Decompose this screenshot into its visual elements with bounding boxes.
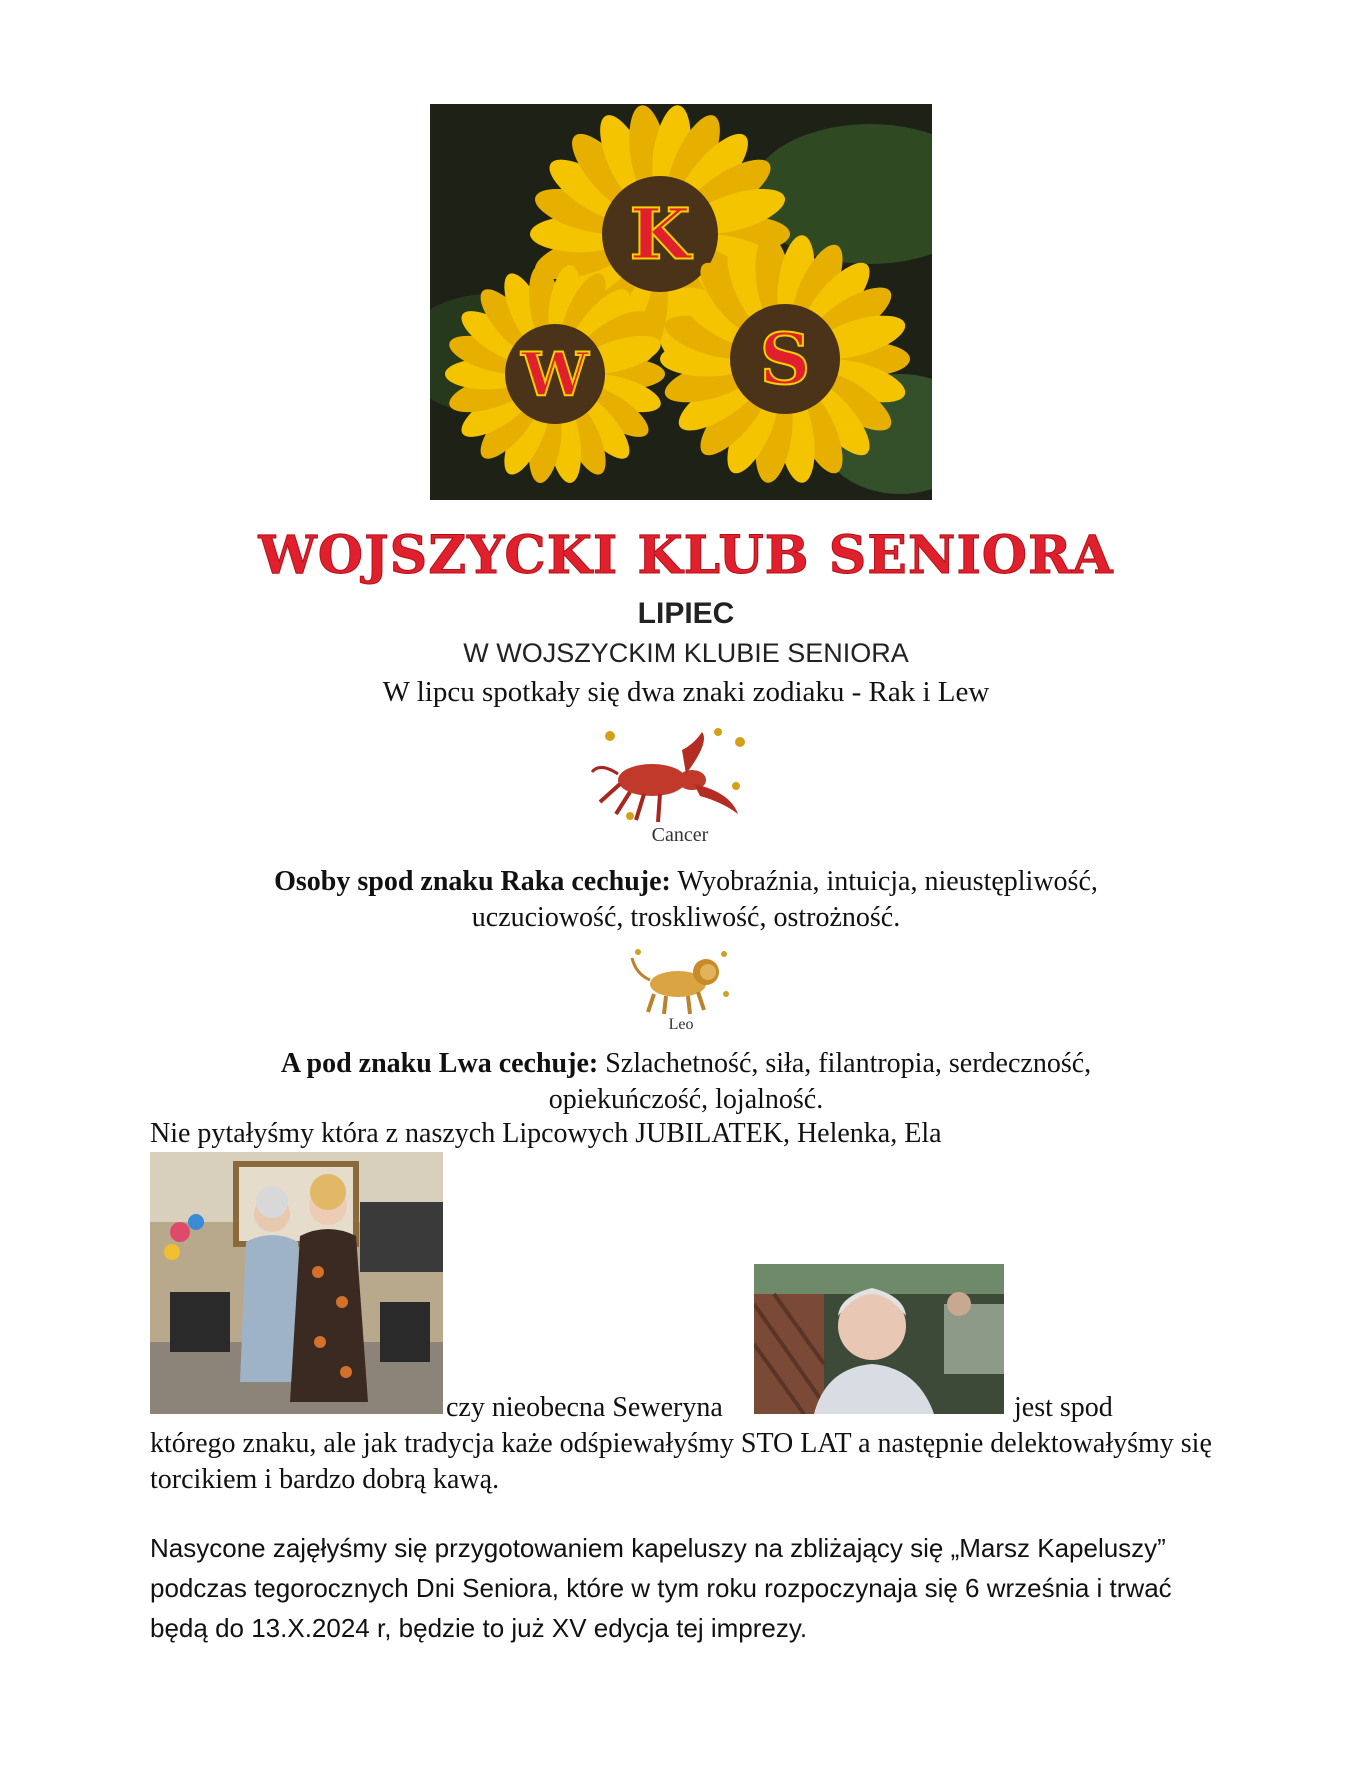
- club-logo: [430, 104, 932, 500]
- jest-spod-text: jest spod: [1014, 1392, 1113, 1423]
- cancer-traits-text-1: Wyobraźnia, intuicja, nieustępliwość,: [670, 866, 1098, 897]
- photo-two-women: [150, 1152, 443, 1414]
- cancer-caption: Cancer: [651, 824, 709, 846]
- logo-letter: S: [759, 317, 811, 401]
- jubilarians-photo: [150, 1152, 443, 1414]
- hats-march-paragraph: Nasycone zajęłyśmy się przygotowaniem kapeluszy na zbliżający się „Marsz Kapeluszy” podczas tegorocznych Dni Seniora, które w tym roku rozpoczynaja się 6 września i trwać będą do 13.X.2024 r, będzie to już XV edycja tej imprezy.: [150, 1533, 1172, 1643]
- zodiac-intro: W lipcu spotkały się dwa znaki zodiaku - Rak i Lew: [382, 676, 990, 708]
- club-title: WOJSZYCKI KLUB SENIORA: [258, 525, 1114, 586]
- jubilee-line: Nie pytałyśmy która z naszych Lipcowych JUBILATEK, Helenka, Ela: [150, 1118, 942, 1149]
- cancer-traits-line-1: [0, 864, 1372, 900]
- absent-member-text: czy nieobecna Seweryna: [446, 1392, 723, 1423]
- crab-icon: [590, 722, 750, 832]
- absent-member-photo: [754, 1264, 1004, 1414]
- cancer-traits-line-2: uczuciowość, troskliwość, ostrożność.: [471, 902, 901, 933]
- month-title: LIPIEC: [637, 597, 735, 630]
- subtitle: W WOJSZYCKIM KLUBIE SENIORA: [463, 638, 909, 668]
- leo-traits-line-2: opiekuńczość, lojalność.: [548, 1084, 824, 1115]
- logo-letter: K: [629, 192, 691, 276]
- leo-traits-text-1: Szlachetność, siła, filantropia, serdeczność,: [598, 1048, 1092, 1079]
- photo-seweryna: [754, 1264, 1004, 1414]
- sunflower-logo-graphic: [430, 104, 932, 500]
- leo-traits: [0, 1046, 1372, 1118]
- leo-traits-line-1: [0, 1046, 1372, 1082]
- lion-icon: [628, 944, 734, 1016]
- story-continuation: którego znaku, ale jak tradycja każe odśpiewałyśmy STO LAT a następnie delektowałyśmy się torcikiem i bardzo dobrą kawą.: [150, 1428, 1212, 1495]
- leo-lead: A pod znaku Lwa cechuje:: [280, 1048, 599, 1079]
- cancer-lead: Osoby spod znaku Raka cechuje:: [274, 866, 671, 897]
- logo-letter: W: [521, 340, 589, 410]
- leo-caption: Leo: [668, 1016, 694, 1033]
- cancer-traits: [0, 864, 1372, 936]
